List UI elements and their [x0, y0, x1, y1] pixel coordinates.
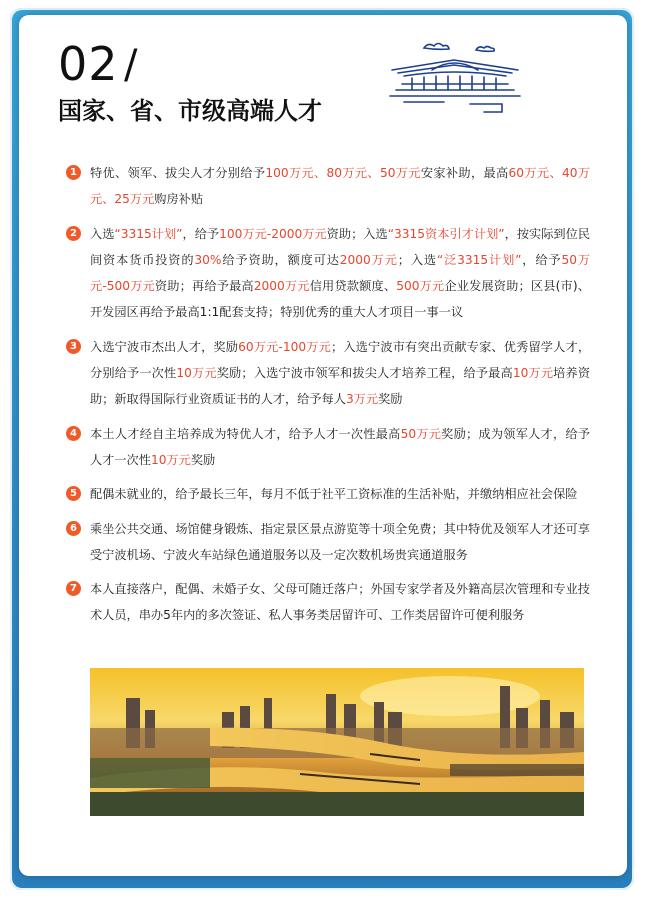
benefit-item	[66, 481, 590, 507]
city-skyline-photo	[90, 668, 584, 816]
benefit-text	[90, 516, 590, 569]
bullet-number: 7	[66, 581, 81, 596]
benefit-item	[66, 160, 590, 213]
section-slash: /	[124, 42, 138, 88]
body-text: 入选宁波市杰出人才，奖励	[90, 339, 239, 354]
highlight-text: 100万元、80万元、50万元	[265, 166, 421, 180]
body-text: ，按实际到位民间资本货币投资的	[90, 226, 591, 267]
benefit-item	[66, 421, 590, 474]
bullet-number: 6	[66, 521, 81, 536]
benefit-text	[90, 576, 590, 629]
body-text: 入选	[90, 226, 115, 241]
benefit-text	[90, 221, 590, 326]
highlight-text: 500万元	[396, 279, 445, 294]
body-text: ，给予	[182, 226, 220, 241]
benefit-item	[66, 334, 590, 413]
building-logo-icon	[384, 40, 526, 118]
section-title: 国家、省、市级高端人才	[58, 97, 322, 125]
body-text: 培养资助；新取得国际行业资质证书的人才，给予每人	[90, 366, 591, 407]
highlight-text: 30%	[194, 252, 222, 267]
body-text: 奖励	[190, 452, 216, 467]
bullet-number: 5	[66, 486, 81, 501]
highlight-text: 10万元	[176, 366, 217, 381]
bullet-number: 4	[66, 426, 81, 441]
body-text: 配偶未就业的，给予最长三年，每月不低于社平工资标准的生活补贴，并缴纳相应社会保险	[90, 487, 578, 502]
body-text: ，给予	[521, 252, 562, 267]
highlight-text: 2000万元	[339, 252, 398, 267]
benefit-text	[90, 160, 590, 213]
body-text: 企业发展资助；区县(市)、开发园区再给予最高1:1配套支持；特别优秀的重大人才项目一事一议	[90, 279, 590, 320]
highlight-text: 50万元-500万元	[90, 252, 591, 294]
benefit-text	[90, 421, 590, 474]
body-text: 乘坐公共交通、场馆健身锻炼、指定景区景点游览等十项全免费；其中特优及领军人才还可享受宁波机场、宁波火车站绿色通道服务以及一定次数机场贵宾通道服务	[90, 521, 590, 562]
highlight-text: 10万元	[512, 366, 554, 381]
body-text: 奖励；入选宁波市领军和拔尖人才培养工程，给予最高	[216, 366, 513, 381]
body-text: 奖励；成为领军人才，给予人才一次性	[90, 426, 591, 467]
benefit-item	[66, 576, 590, 629]
body-text: ；入选宁波市有突出贡献专家、优秀留学人才，分别给予一次性	[90, 339, 591, 381]
bullet-number: 3	[66, 339, 81, 354]
body-text: 资助；再给予最高	[154, 279, 254, 294]
highlight-text: 60万元、40万元、25万元	[90, 166, 591, 207]
benefit-text	[90, 334, 590, 413]
body-text: 本土人才经自主培养成为特优人才，给予人才一次性最高	[90, 426, 401, 441]
bullet-number: 2	[66, 226, 81, 241]
benefit-text	[90, 481, 590, 507]
body-text: 信用贷款额度、	[309, 279, 397, 294]
body-text: 购房补贴	[154, 192, 204, 207]
body-text: 给予资助，额度可达	[221, 252, 340, 267]
highlight-text: 2000万元	[253, 279, 310, 294]
highlight-text: 3万元	[345, 392, 379, 407]
highlight-text: 50万元	[400, 426, 442, 441]
body-text: 特优、领军、拔尖人才分别给予	[90, 166, 266, 180]
benefit-item	[66, 516, 590, 569]
highlight-text: 10万元	[150, 452, 191, 467]
body-text: 奖励	[378, 392, 403, 407]
highlight-text: “3315资本引才计划”	[387, 226, 505, 241]
highlight-text: “泛3315计划”	[436, 252, 522, 267]
body-text: 本人直接落户，配偶、未婚子女、父母可随迁落户；外国专家学者及外籍高层次管理和专业技术人员，串办5年内的多次签证、私人事务类居留许可、工作类居留许可便利服务	[90, 582, 590, 623]
body-text: 资助；入选	[326, 226, 388, 241]
body-text: 安家补助，最高	[420, 166, 509, 180]
bullet-number: 1	[66, 165, 81, 180]
highlight-text: 100万元-2000万元	[219, 226, 327, 241]
body-text: ；入选	[397, 252, 437, 267]
section-number: 02	[58, 37, 119, 91]
benefit-item	[66, 221, 590, 326]
benefit-list	[66, 160, 590, 637]
highlight-text: 60万元-100万元	[238, 339, 331, 354]
highlight-text: “3315计划”	[114, 226, 183, 241]
